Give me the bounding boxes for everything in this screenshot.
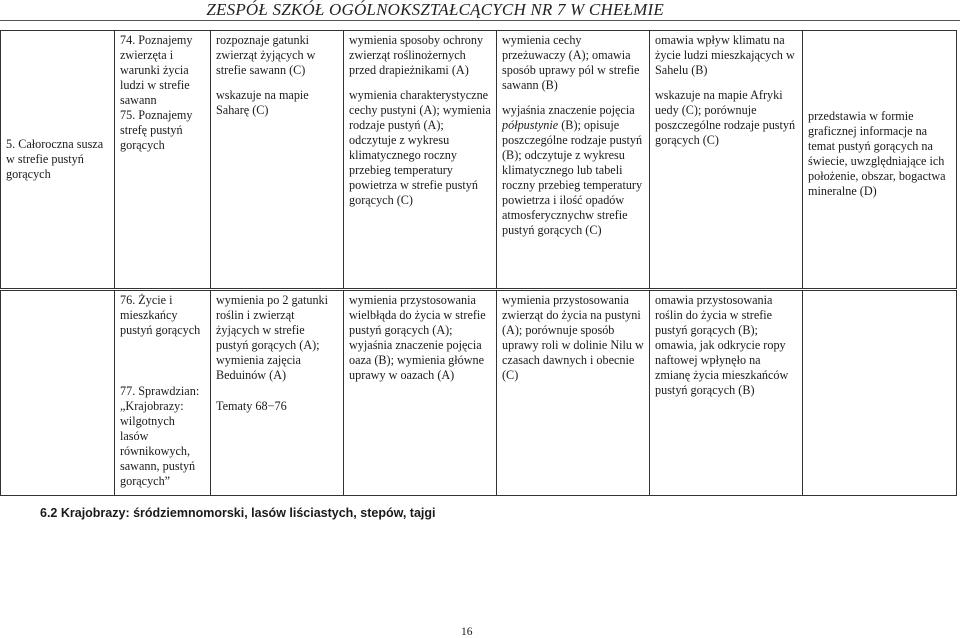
requirement-text-part: (B); opisuje poszczególne rodzaje pustyń (B); odczytuje z wykresu klimatycznego lub tabeli roczny przebieg temperatury powietrza i ilość opadów atmosferycznychw strefie pustyń gorących (C) [502,118,643,237]
requirements-cell [803,31,957,289]
requirement-text: wymienia po 2 gatunki roślin i zwierząt żyjących w strefie pustyń gorących (A); wymienia zajęcia Beduinów (A) [216,293,329,382]
requirement-text: przedstawia w formie graficznej informacje na temat pustyń gorących na świecie, uwzględniające ich położenie, obszar, bogactwa mineralne (D) [808,109,946,198]
lesson-cell [115,291,211,496]
lesson-cell [115,31,211,289]
requirement-text: wymienia sposoby ochrony zwierząt roślinożernych przed drapieżnikami (A) [349,33,484,77]
requirements-cell [211,291,344,496]
requirements-cell: wymienia przystosowania wielbłąda do życia w strefie pustyń gorących (A); wyjaśnia znaczenie pojęcia oaza (B); wymienia główne uprawy w oazach (A) [344,291,497,496]
lesson-title: 74. Poznajemy zwierzęta i warunki życia ludzi w strefie sawann [120,33,193,107]
requirement-text [502,103,644,238]
requirements-cell [803,291,957,496]
requirement-text: wskazuje na mapie Afryki uedy (C); porównuje poszczególne rodzaje pustyń gorących (C) [655,88,796,147]
requirements-cell: omawia przystosowania roślin do życia w strefie pustyń gorących (B); omawia, jak odkrycie ropy naftowej wpłynęło na zmianę życia mieszkańców pustyń gorących (B) [650,291,803,496]
curriculum-table-section-5-continued [0,290,957,496]
lesson-title: 77. Sprawdzian: „Krajobrazy: wilgotnych lasów równikowych, sawann, pustyń gorących” [120,384,200,488]
requirements-cell [344,31,497,289]
section-heading: 6.2 Krajobrazy: śródziemnomorski, lasów liściastych, stepów, tajgi [40,506,436,520]
requirements-cell: wymienia przystosowania zwierząt do życia na pustyni (A); porównuje sposób uprawy roli w dolinie Nilu w czasach dawnych i obecnie (C) [497,291,650,496]
term-italic: półpustynie [502,118,559,132]
topic-cell [1,291,115,496]
page-number: 16 [461,626,473,638]
page-header [0,0,960,21]
requirements-cell [497,31,650,289]
requirement-text: rozpoznaje gatunki zwierząt żyjących w strefie sawann (C) [216,33,316,77]
requirement-text: wskazuje na mapie Saharę (C) [216,88,309,117]
requirement-text: wymienia cechy przeżuwaczy (A); omawia sposób uprawy pól w strefie sawann (B) [502,33,640,92]
lesson-title: 75. Poznajemy strefę pustyń gorących [120,108,193,152]
requirement-text: omawia wpływ klimatu na życie ludzi mieszkających w Sahelu (B) [655,33,795,77]
topic-cell: 5. Całoroczna susza w strefie pustyń gorących [1,31,115,289]
school-name: ZESPÓŁ SZKÓŁ OGÓLNOKSZTAŁCĄCYCH NR 7 W CHEŁMIE [206,0,664,19]
requirements-cell [650,31,803,289]
table-row [1,291,957,496]
requirement-text: Tematy 68−76 [216,399,287,413]
requirement-text-part: wyjaśnia znaczenie pojęcia [502,103,635,117]
requirements-cell [211,31,344,289]
curriculum-table-section-5 [0,30,957,289]
requirement-text: wymienia charakterystyczne cechy pustyni (A); wymienia rodzaje pustyń (A); odczytuje z wykresu klimatycznego roczny przebieg temperatury powietrza w strefie pustyń gorących (C) [349,88,491,207]
lesson-title: 76. Życie i mieszkańcy pustyń gorących [120,293,201,337]
table-row [1,31,957,289]
